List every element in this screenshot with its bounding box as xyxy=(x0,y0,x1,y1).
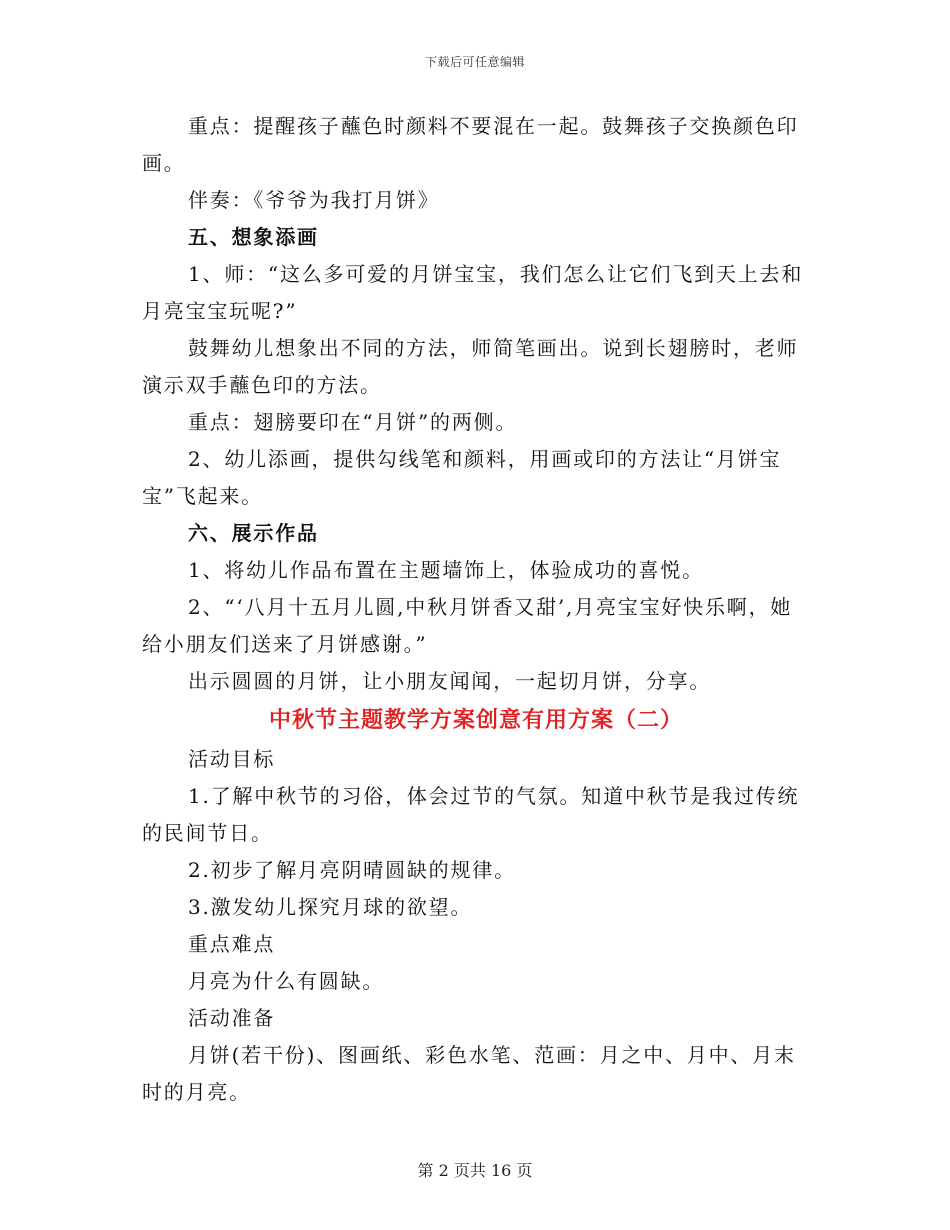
page-header: 下载后可任意编辑 xyxy=(424,55,525,69)
paragraph: 1、师：“这么多可爱的月饼宝宝，我们怎么让它们飞到天上去和月亮宝宝玩呢?” xyxy=(142,262,804,323)
paragraph: 2、“‘八月十五月儿圆,中秋月饼香又甜’,月亮宝宝好快乐啊，她给小朋友们送来了月饼感谢。” xyxy=(142,595,793,656)
paragraph: 活动准备 xyxy=(188,1006,276,1030)
paragraph: 3.激发幼儿探究月球的欲望。 xyxy=(188,895,473,919)
paragraph: 月饼(若干份)、图画纸、彩色水笔、范画：月之中、月中、月末时的月亮。 xyxy=(142,1043,796,1104)
paragraph: 重点难点 xyxy=(188,932,276,956)
paragraph: 活动目标 xyxy=(188,747,276,771)
section-heading: 五、想象添画 xyxy=(188,225,319,249)
paragraph: 重点：提醒孩子蘸色时颜料不要混在一起。鼓舞孩子交换颜色印画。 xyxy=(142,114,799,175)
document-title: 中秋节主题教学方案创意有用方案（二） xyxy=(268,707,683,733)
paragraph: 伴奏：《爷爷为我打月饼》 xyxy=(188,188,440,212)
paragraph: 出示圆圆的月饼，让小朋友闻闻，一起切月饼，分享。 xyxy=(188,669,712,693)
paragraph: 2、幼儿添画，提供勾线笔和颜料，用画或印的方法让“月饼宝宝”飞起来。 xyxy=(142,447,782,508)
paragraph: 1、将幼儿作品布置在主题墙饰上，体验成功的喜悦。 xyxy=(188,558,704,582)
paragraph: 1.了解中秋节的习俗，体会过节的气氛。知道中秋节是我过传统的民间节日。 xyxy=(142,784,800,845)
paragraph: 鼓舞幼儿想象出不同的方法，师简笔画出。说到长翅膀时，老师演示双手蘸色印的方法。 xyxy=(142,336,799,397)
page-content xyxy=(142,108,810,1111)
page-footer: 第 2 页共 16 页 xyxy=(417,1161,533,1180)
paragraph: 2.初步了解月亮阴晴圆缺的规律。 xyxy=(188,858,516,882)
section-heading: 六、展示作品 xyxy=(188,521,319,545)
paragraph: 重点：翅膀要印在“月饼”的两侧。 xyxy=(188,410,518,434)
paragraph: 月亮为什么有圆缺。 xyxy=(188,969,385,993)
